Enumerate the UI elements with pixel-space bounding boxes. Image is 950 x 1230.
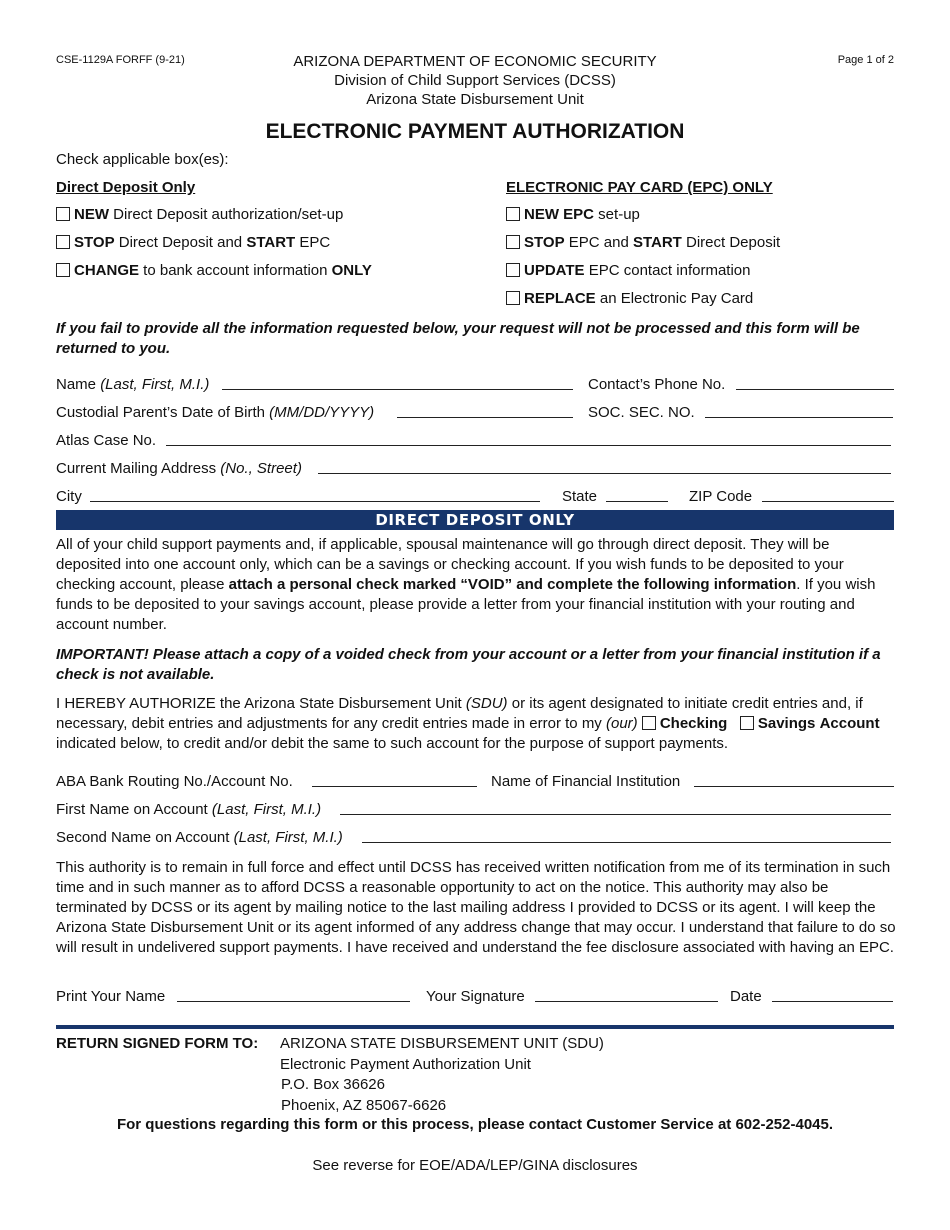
- direct-deposit-banner: DIRECT DEPOSIT ONLY: [56, 510, 894, 530]
- phone-label: Contact’s Phone No.: [588, 376, 726, 393]
- page-number: Page 1 of 2: [837, 54, 894, 66]
- section-divider: [56, 1025, 894, 1029]
- option-replace-epc[interactable]: REPLACE an Electronic Pay Card: [506, 290, 753, 307]
- phone-field[interactable]: [736, 389, 894, 390]
- checkbox-change-bank-info[interactable]: [56, 263, 70, 277]
- institution-field[interactable]: [694, 786, 894, 787]
- second-name-label: Second Name on Account (Last, First, M.I.): [56, 829, 343, 846]
- return-line-3: P.O. Box 36626: [281, 1076, 385, 1093]
- checkbox-update-epc[interactable]: [506, 263, 520, 277]
- option-update-epc[interactable]: UPDATE EPC contact information: [506, 262, 750, 279]
- dob-field[interactable]: [397, 417, 573, 418]
- return-line-2: Electronic Payment Authorization Unit: [280, 1056, 531, 1073]
- checkbox-stop-epc[interactable]: [506, 235, 520, 249]
- authorization-paragraph: I HEREBY AUTHORIZE the Arizona State Disbursement Unit (SDU) or its agent designated to initiate credit entries and, if necessary, debit entries and adjustments for any credit entries made in error to my (our) Checking Savings Account indicated below, to credit and/or debit the same to such account for the purpose of support payments.: [56, 695, 880, 752]
- questions-contact: For questions regarding this form or this process, please contact Customer Service at 602-252-4045.: [116, 1116, 834, 1133]
- zip-label: ZIP Code: [689, 488, 753, 505]
- dob-label: Custodial Parent’s Date of Birth (MM/DD/YYYY): [56, 404, 375, 421]
- option-new-epc[interactable]: NEW EPC set-up: [506, 206, 640, 223]
- option-new-direct-deposit[interactable]: NEW Direct Deposit authorization/set-up: [56, 206, 343, 223]
- authority-paragraph: This authority is to remain in full force and effect until DCSS has received written notification from me of its termination in such time and in such manner as to afford DCSS a reasonable opportunity to act on the notice. This authority may also be terminated by DCSS or its agent by mailing notice to the last mailing address I provided to DCSS or its agent. I will keep the Arizona State Disbursement Unit or its agent informed of any address change that may occur. I understand that failure to do so will result in undelivered support payments. I have received and understand the fee disclosure associated with having an EPC.: [56, 859, 896, 956]
- direct-deposit-paragraph: All of your child support payments and, if applicable, spousal maintenance will go through direct deposit. They will be deposited into one account only, which can be a savings or checking account. If you wish funds to be deposited to your checking account, please attach a personal check marked “VOID” and complete the following information. If you wish funds to be deposited to your savings account, please provide a letter from your financial institution with your routing and account number.: [56, 536, 876, 633]
- checkbox-new-direct-deposit[interactable]: [56, 207, 70, 221]
- date-label: Date: [730, 988, 762, 1005]
- checkbox-new-epc[interactable]: [506, 207, 520, 221]
- checkbox-stop-direct-deposit[interactable]: [56, 235, 70, 249]
- signature-label: Your Signature: [426, 988, 525, 1005]
- unit-name: Arizona State Disbursement Unit: [366, 91, 584, 108]
- ssn-label: SOC. SEC. NO.: [588, 404, 695, 421]
- zip-field[interactable]: [762, 501, 894, 502]
- checkbox-replace-epc[interactable]: [506, 291, 520, 305]
- check-instruction: Check applicable box(es):: [56, 151, 229, 168]
- epc-heading: ELECTRONIC PAY CARD (EPC) ONLY: [506, 179, 773, 196]
- signature-field[interactable]: [535, 1001, 718, 1002]
- case-label: Atlas Case No.: [56, 432, 157, 449]
- routing-label: ABA Bank Routing No./Account No.: [56, 773, 293, 790]
- option-change-bank-info[interactable]: CHANGE to bank account information ONLY: [56, 262, 372, 279]
- address-field[interactable]: [318, 473, 891, 474]
- state-label: State: [562, 488, 598, 505]
- name-label: Name (Last, First, M.I.): [56, 376, 210, 393]
- form-code: CSE-1129A FORFF (9-21): [56, 54, 185, 66]
- first-name-field[interactable]: [340, 814, 891, 815]
- option-stop-epc[interactable]: STOP EPC and START Direct Deposit: [506, 234, 780, 251]
- ssn-field[interactable]: [705, 417, 893, 418]
- important-notice: IMPORTANT! Please attach a copy of a voided check from your account or a letter from your financial institution if a check is not available.: [56, 646, 881, 683]
- second-name-field[interactable]: [362, 842, 891, 843]
- direct-deposit-heading: Direct Deposit Only: [56, 179, 196, 196]
- address-label: Current Mailing Address (No., Street): [56, 460, 302, 477]
- checkbox-savings[interactable]: [740, 716, 754, 730]
- print-name-field[interactable]: [177, 1001, 410, 1002]
- page-title: ELECTRONIC PAYMENT AUTHORIZATION: [265, 120, 685, 143]
- name-field[interactable]: [222, 389, 573, 390]
- institution-label: Name of Financial Institution: [491, 773, 681, 790]
- state-field[interactable]: [606, 501, 668, 502]
- print-name-label: Print Your Name: [56, 988, 166, 1005]
- routing-field[interactable]: [312, 786, 477, 787]
- footer-note: See reverse for EOE/ADA/LEP/GINA disclosures: [312, 1157, 638, 1174]
- date-field[interactable]: [772, 1001, 893, 1002]
- agency-name: ARIZONA DEPARTMENT OF ECONOMIC SECURITY: [293, 53, 657, 70]
- first-name-label: First Name on Account (Last, First, M.I.): [56, 801, 322, 818]
- warning-text: If you fail to provide all the information requested below, your request will not be processed and this form will be returned to you.: [56, 320, 860, 357]
- checkbox-checking[interactable]: [642, 716, 656, 730]
- city-field[interactable]: [90, 501, 540, 502]
- option-stop-direct-deposit[interactable]: STOP Direct Deposit and START EPC: [56, 234, 330, 251]
- city-label: City: [56, 488, 82, 505]
- return-label: RETURN SIGNED FORM TO:: [56, 1035, 259, 1052]
- return-line-4: Phoenix, AZ 85067-6626: [281, 1097, 447, 1114]
- division-name: Division of Child Support Services (DCSS): [334, 72, 616, 89]
- case-field[interactable]: [166, 445, 891, 446]
- return-line-1: ARIZONA STATE DISBURSEMENT UNIT (SDU): [280, 1035, 604, 1052]
